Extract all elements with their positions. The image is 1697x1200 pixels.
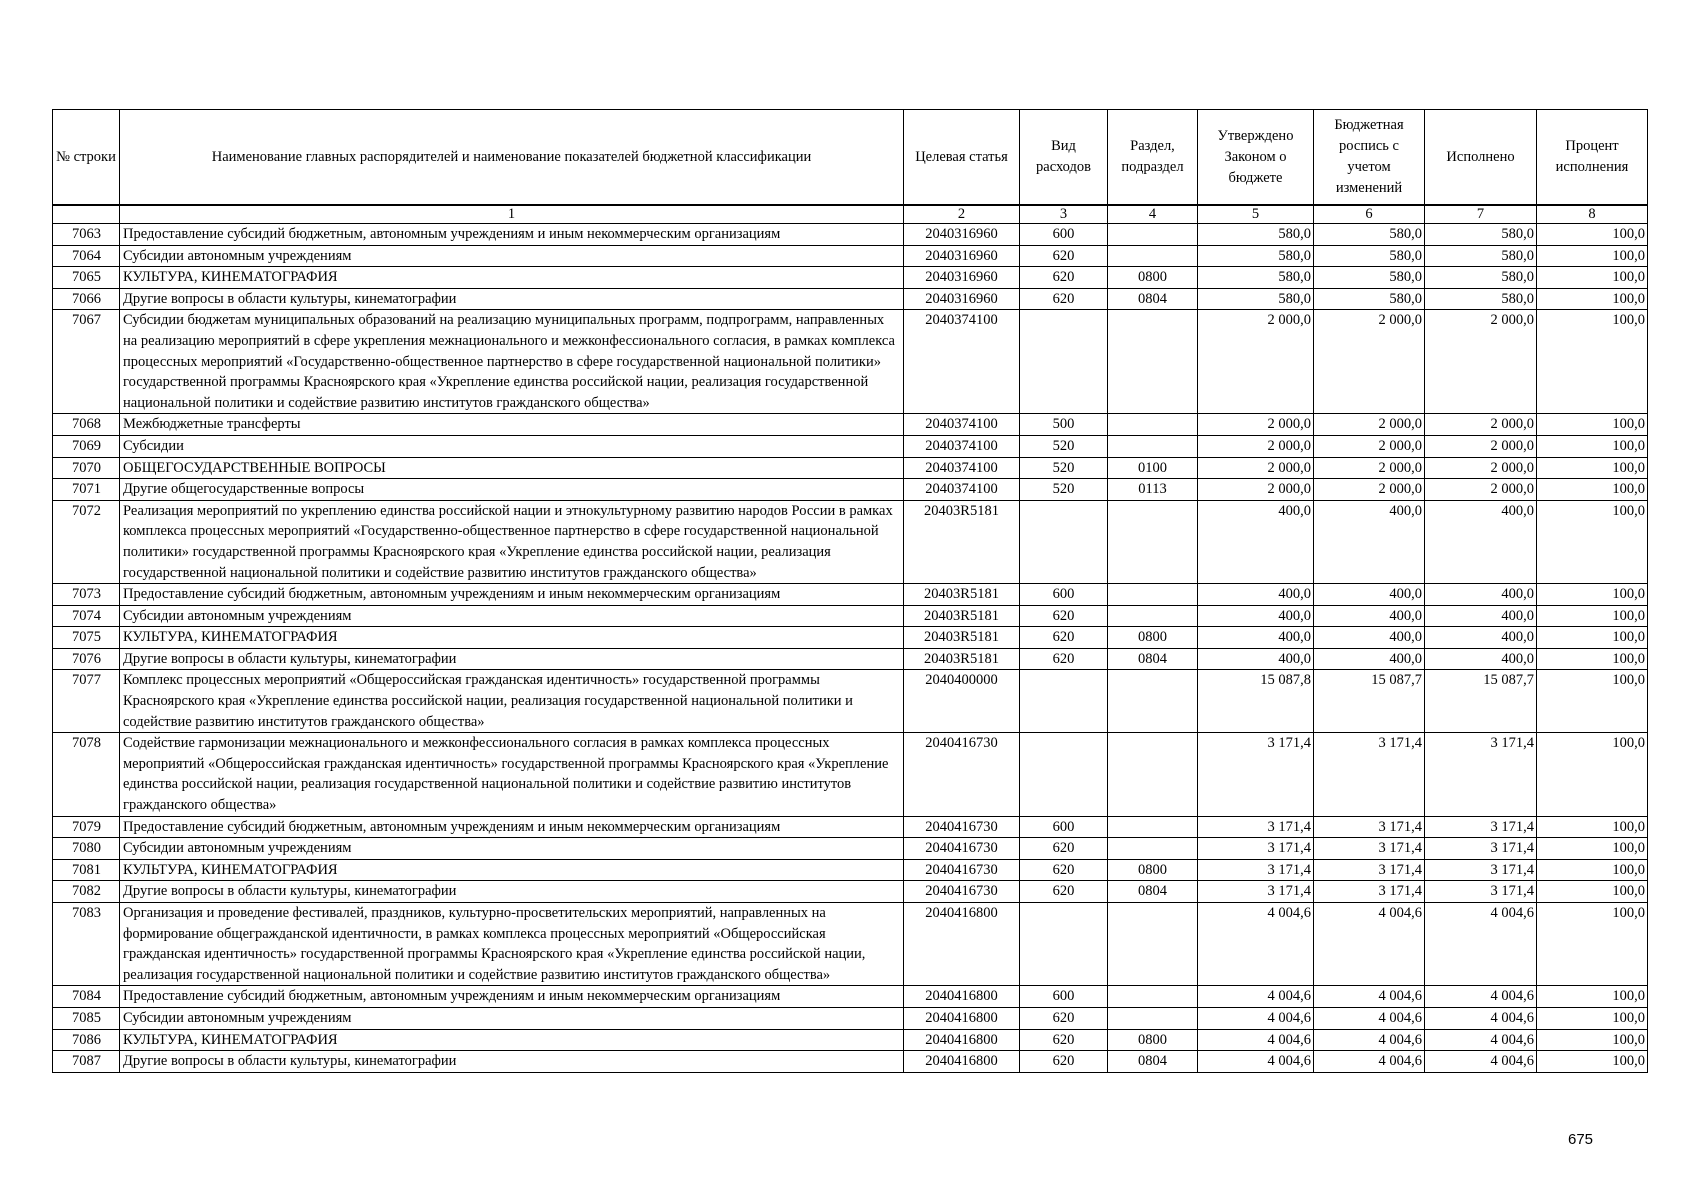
budget-list-amount-cell: 400,0 bbox=[1314, 584, 1425, 606]
section-cell: 0804 bbox=[1108, 881, 1198, 903]
approved-amount-cell: 3 171,4 bbox=[1198, 881, 1314, 903]
section-cell: 0800 bbox=[1108, 859, 1198, 881]
row-number-cell: 7068 bbox=[53, 414, 120, 436]
executed-amount-cell: 400,0 bbox=[1425, 500, 1537, 583]
budget-list-amount-cell: 580,0 bbox=[1314, 267, 1425, 289]
row-name-cell: Предоставление субсидий бюджетным, автономным учреждениям и иным некоммерческим организациям bbox=[120, 224, 904, 246]
table-row bbox=[53, 245, 1648, 267]
expense-type-cell bbox=[1020, 733, 1108, 816]
table-row bbox=[53, 816, 1648, 838]
target-article-cell: 2040374100 bbox=[904, 479, 1020, 501]
budget-list-amount-cell: 2 000,0 bbox=[1314, 414, 1425, 436]
table-header bbox=[53, 110, 1648, 224]
row-number-cell: 7071 bbox=[53, 479, 120, 501]
row-number-cell: 7081 bbox=[53, 859, 120, 881]
row-number-cell: 7075 bbox=[53, 627, 120, 649]
section-cell bbox=[1108, 986, 1198, 1008]
section-cell bbox=[1108, 310, 1198, 414]
row-name-cell: КУЛЬТУРА, КИНЕМАТОГРАФИЯ bbox=[120, 859, 904, 881]
section-cell bbox=[1108, 903, 1198, 986]
column-number: 1 bbox=[120, 205, 904, 224]
expense-type-cell: 500 bbox=[1020, 414, 1108, 436]
column-number: 3 bbox=[1020, 205, 1108, 224]
expense-type-cell: 620 bbox=[1020, 859, 1108, 881]
percent-cell: 100,0 bbox=[1537, 245, 1648, 267]
expense-type-cell: 620 bbox=[1020, 1007, 1108, 1029]
approved-amount-cell: 2 000,0 bbox=[1198, 457, 1314, 479]
row-name-cell: Другие вопросы в области культуры, кинематографии bbox=[120, 881, 904, 903]
row-name-cell: Другие общегосударственные вопросы bbox=[120, 479, 904, 501]
approved-amount-cell: 15 087,8 bbox=[1198, 670, 1314, 733]
row-name-cell: Предоставление субсидий бюджетным, автономным учреждениям и иным некоммерческим организациям bbox=[120, 986, 904, 1008]
section-cell: 0113 bbox=[1108, 479, 1198, 501]
row-number-cell: 7074 bbox=[53, 605, 120, 627]
row-number-cell: 7067 bbox=[53, 310, 120, 414]
header-percent: Процент исполнения bbox=[1537, 110, 1648, 206]
target-article-cell: 2040374100 bbox=[904, 435, 1020, 457]
target-article-cell: 20403R5181 bbox=[904, 648, 1020, 670]
row-number-cell: 7080 bbox=[53, 838, 120, 860]
row-name-cell: Другие вопросы в области культуры, кинематографии bbox=[120, 1051, 904, 1073]
target-article-cell: 20403R5181 bbox=[904, 500, 1020, 583]
target-article-cell: 2040416800 bbox=[904, 1051, 1020, 1073]
table-row bbox=[53, 605, 1648, 627]
budget-list-amount-cell: 3 171,4 bbox=[1314, 733, 1425, 816]
table-row bbox=[53, 859, 1648, 881]
executed-amount-cell: 3 171,4 bbox=[1425, 816, 1537, 838]
target-article-cell: 2040416800 bbox=[904, 986, 1020, 1008]
percent-cell: 100,0 bbox=[1537, 986, 1648, 1008]
executed-amount-cell: 2 000,0 bbox=[1425, 414, 1537, 436]
approved-amount-cell: 580,0 bbox=[1198, 224, 1314, 246]
approved-amount-cell: 3 171,4 bbox=[1198, 816, 1314, 838]
target-article-cell: 2040416730 bbox=[904, 733, 1020, 816]
row-name-cell: Субсидии автономным учреждениям bbox=[120, 245, 904, 267]
approved-amount-cell: 4 004,6 bbox=[1198, 903, 1314, 986]
percent-cell: 100,0 bbox=[1537, 605, 1648, 627]
executed-amount-cell: 2 000,0 bbox=[1425, 435, 1537, 457]
approved-amount-cell: 400,0 bbox=[1198, 605, 1314, 627]
section-cell bbox=[1108, 670, 1198, 733]
approved-amount-cell: 580,0 bbox=[1198, 288, 1314, 310]
expense-type-cell: 600 bbox=[1020, 986, 1108, 1008]
target-article-cell: 2040374100 bbox=[904, 457, 1020, 479]
approved-amount-cell: 2 000,0 bbox=[1198, 310, 1314, 414]
section-cell: 0100 bbox=[1108, 457, 1198, 479]
percent-cell: 100,0 bbox=[1537, 310, 1648, 414]
row-name-cell: Другие вопросы в области культуры, кинематографии bbox=[120, 648, 904, 670]
executed-amount-cell: 4 004,6 bbox=[1425, 986, 1537, 1008]
row-number-cell: 7082 bbox=[53, 881, 120, 903]
executed-amount-cell: 400,0 bbox=[1425, 627, 1537, 649]
row-number-cell: 7073 bbox=[53, 584, 120, 606]
column-number: 4 bbox=[1108, 205, 1198, 224]
approved-amount-cell: 3 171,4 bbox=[1198, 838, 1314, 860]
header-approved: Утверждено Законом о бюджете bbox=[1198, 110, 1314, 206]
expense-type-cell: 620 bbox=[1020, 838, 1108, 860]
target-article-cell: 2040374100 bbox=[904, 310, 1020, 414]
target-article-cell: 2040316960 bbox=[904, 267, 1020, 289]
executed-amount-cell: 580,0 bbox=[1425, 267, 1537, 289]
executed-amount-cell: 580,0 bbox=[1425, 245, 1537, 267]
budget-list-amount-cell: 580,0 bbox=[1314, 245, 1425, 267]
budget-list-amount-cell: 2 000,0 bbox=[1314, 435, 1425, 457]
expense-type-cell: 520 bbox=[1020, 457, 1108, 479]
expense-type-cell: 520 bbox=[1020, 479, 1108, 501]
budget-list-amount-cell: 580,0 bbox=[1314, 224, 1425, 246]
target-article-cell: 2040416730 bbox=[904, 859, 1020, 881]
header-target: Целевая статья bbox=[904, 110, 1020, 206]
table-row bbox=[53, 670, 1648, 733]
section-cell bbox=[1108, 245, 1198, 267]
header-row bbox=[53, 110, 1648, 206]
section-cell bbox=[1108, 435, 1198, 457]
column-number-row bbox=[53, 205, 1648, 224]
table-row bbox=[53, 1029, 1648, 1051]
section-cell bbox=[1108, 414, 1198, 436]
page-number: 675 bbox=[1568, 1131, 1594, 1148]
percent-cell: 100,0 bbox=[1537, 414, 1648, 436]
budget-list-amount-cell: 4 004,6 bbox=[1314, 1007, 1425, 1029]
section-cell bbox=[1108, 584, 1198, 606]
expense-type-cell: 600 bbox=[1020, 816, 1108, 838]
approved-amount-cell: 400,0 bbox=[1198, 648, 1314, 670]
percent-cell: 100,0 bbox=[1537, 1051, 1648, 1073]
section-cell bbox=[1108, 224, 1198, 246]
row-number-cell: 7084 bbox=[53, 986, 120, 1008]
percent-cell: 100,0 bbox=[1537, 903, 1648, 986]
column-number: 7 bbox=[1425, 205, 1537, 224]
section-cell: 0800 bbox=[1108, 1029, 1198, 1051]
target-article-cell: 2040316960 bbox=[904, 288, 1020, 310]
row-name-cell: Субсидии bbox=[120, 435, 904, 457]
row-number-cell: 7087 bbox=[53, 1051, 120, 1073]
expense-type-cell: 600 bbox=[1020, 224, 1108, 246]
section-cell bbox=[1108, 838, 1198, 860]
row-number-cell: 7077 bbox=[53, 670, 120, 733]
budget-list-amount-cell: 2 000,0 bbox=[1314, 457, 1425, 479]
budget-list-amount-cell: 2 000,0 bbox=[1314, 479, 1425, 501]
target-article-cell: 2040416800 bbox=[904, 903, 1020, 986]
percent-cell: 100,0 bbox=[1537, 1007, 1648, 1029]
expense-type-cell: 620 bbox=[1020, 627, 1108, 649]
table-row bbox=[53, 986, 1648, 1008]
percent-cell: 100,0 bbox=[1537, 288, 1648, 310]
budget-list-amount-cell: 4 004,6 bbox=[1314, 986, 1425, 1008]
table-row bbox=[53, 648, 1648, 670]
header-row-no: № строки bbox=[53, 110, 120, 206]
row-number-cell: 7063 bbox=[53, 224, 120, 246]
table-row bbox=[53, 1007, 1648, 1029]
expense-type-cell: 520 bbox=[1020, 435, 1108, 457]
row-number-cell: 7066 bbox=[53, 288, 120, 310]
row-number-cell: 7069 bbox=[53, 435, 120, 457]
executed-amount-cell: 2 000,0 bbox=[1425, 310, 1537, 414]
executed-amount-cell: 4 004,6 bbox=[1425, 1051, 1537, 1073]
expense-type-cell bbox=[1020, 310, 1108, 414]
row-name-cell: ОБЩЕГОСУДАРСТВЕННЫЕ ВОПРОСЫ bbox=[120, 457, 904, 479]
header-expense-type: Вид расходов bbox=[1020, 110, 1108, 206]
table-row bbox=[53, 627, 1648, 649]
approved-amount-cell: 400,0 bbox=[1198, 627, 1314, 649]
expense-type-cell: 620 bbox=[1020, 648, 1108, 670]
executed-amount-cell: 15 087,7 bbox=[1425, 670, 1537, 733]
target-article-cell: 20403R5181 bbox=[904, 627, 1020, 649]
table-row bbox=[53, 1051, 1648, 1073]
expense-type-cell: 600 bbox=[1020, 584, 1108, 606]
executed-amount-cell: 3 171,4 bbox=[1425, 733, 1537, 816]
row-name-cell: Субсидии автономным учреждениям bbox=[120, 1007, 904, 1029]
row-name-cell: КУЛЬТУРА, КИНЕМАТОГРАФИЯ bbox=[120, 627, 904, 649]
expense-type-cell bbox=[1020, 903, 1108, 986]
header-section: Раздел, подраздел bbox=[1108, 110, 1198, 206]
row-name-cell: Реализация мероприятий по укреплению единства российской нации и этнокультурному развитию народов России в рамках комплекса процессных мероприятий «Государственно-общественное партнерство в сфере государственной национальной политики» государственной программы Красноярского края «Укрепление единства российской нации, реализация государственной национальной политики и содействие развитию институтов гражданского общества» bbox=[120, 500, 904, 583]
target-article-cell: 2040400000 bbox=[904, 670, 1020, 733]
executed-amount-cell: 580,0 bbox=[1425, 288, 1537, 310]
section-cell: 0800 bbox=[1108, 267, 1198, 289]
target-article-cell: 2040374100 bbox=[904, 414, 1020, 436]
budget-list-amount-cell: 4 004,6 bbox=[1314, 1051, 1425, 1073]
executed-amount-cell: 580,0 bbox=[1425, 224, 1537, 246]
budget-list-amount-cell: 400,0 bbox=[1314, 605, 1425, 627]
percent-cell: 100,0 bbox=[1537, 224, 1648, 246]
budget-list-amount-cell: 400,0 bbox=[1314, 500, 1425, 583]
column-number-blank bbox=[53, 205, 120, 224]
percent-cell: 100,0 bbox=[1537, 816, 1648, 838]
percent-cell: 100,0 bbox=[1537, 670, 1648, 733]
executed-amount-cell: 400,0 bbox=[1425, 584, 1537, 606]
target-article-cell: 20403R5181 bbox=[904, 605, 1020, 627]
executed-amount-cell: 2 000,0 bbox=[1425, 479, 1537, 501]
approved-amount-cell: 4 004,6 bbox=[1198, 986, 1314, 1008]
percent-cell: 100,0 bbox=[1537, 435, 1648, 457]
expense-type-cell: 620 bbox=[1020, 1029, 1108, 1051]
budget-list-amount-cell: 3 171,4 bbox=[1314, 859, 1425, 881]
section-cell: 0804 bbox=[1108, 1051, 1198, 1073]
percent-cell: 100,0 bbox=[1537, 267, 1648, 289]
table-row bbox=[53, 903, 1648, 986]
section-cell bbox=[1108, 733, 1198, 816]
section-cell bbox=[1108, 500, 1198, 583]
row-name-cell: Комплекс процессных мероприятий «Общероссийская гражданская идентичность» государственной программы Красноярского края «Укрепление единства российской нации, реализация государственной национальной политики и содействие развитию институтов гражданского общества» bbox=[120, 670, 904, 733]
approved-amount-cell: 2 000,0 bbox=[1198, 414, 1314, 436]
table-body bbox=[53, 224, 1648, 1073]
approved-amount-cell: 580,0 bbox=[1198, 267, 1314, 289]
header-name: Наименование главных распорядителей и наименование показателей бюджетной классификации bbox=[120, 110, 904, 206]
budget-list-amount-cell: 3 171,4 bbox=[1314, 816, 1425, 838]
target-article-cell: 2040316960 bbox=[904, 224, 1020, 246]
row-number-cell: 7085 bbox=[53, 1007, 120, 1029]
section-cell: 0804 bbox=[1108, 648, 1198, 670]
budget-list-amount-cell: 400,0 bbox=[1314, 648, 1425, 670]
row-number-cell: 7065 bbox=[53, 267, 120, 289]
approved-amount-cell: 4 004,6 bbox=[1198, 1051, 1314, 1073]
executed-amount-cell: 3 171,4 bbox=[1425, 881, 1537, 903]
percent-cell: 100,0 bbox=[1537, 584, 1648, 606]
row-number-cell: 7064 bbox=[53, 245, 120, 267]
approved-amount-cell: 2 000,0 bbox=[1198, 435, 1314, 457]
approved-amount-cell: 400,0 bbox=[1198, 584, 1314, 606]
table-row bbox=[53, 584, 1648, 606]
table-row bbox=[53, 733, 1648, 816]
budget-list-amount-cell: 580,0 bbox=[1314, 288, 1425, 310]
row-name-cell: Субсидии бюджетам муниципальных образований на реализацию муниципальных программ, подпрограмм, направленных на реализацию мероприятий в сфере укрепления межнационального и межконфессионального согласия, в рамках комплекса процессных мероприятий «Государственно-общественное партнерство в сфере государственной национальной политики» государственной программы Красноярского края «Укрепление единства российской нации, реализация государственной национальной политики и содействие развитию институтов гражданского общества» bbox=[120, 310, 904, 414]
table-row bbox=[53, 414, 1648, 436]
row-name-cell: Субсидии автономным учреждениям bbox=[120, 605, 904, 627]
table-row bbox=[53, 479, 1648, 501]
percent-cell: 100,0 bbox=[1537, 1029, 1648, 1051]
row-number-cell: 7086 bbox=[53, 1029, 120, 1051]
expense-type-cell: 620 bbox=[1020, 605, 1108, 627]
table-row bbox=[53, 881, 1648, 903]
section-cell bbox=[1108, 1007, 1198, 1029]
budget-list-amount-cell: 400,0 bbox=[1314, 627, 1425, 649]
expense-type-cell: 620 bbox=[1020, 245, 1108, 267]
expense-type-cell bbox=[1020, 670, 1108, 733]
percent-cell: 100,0 bbox=[1537, 479, 1648, 501]
row-number-cell: 7076 bbox=[53, 648, 120, 670]
percent-cell: 100,0 bbox=[1537, 500, 1648, 583]
row-name-cell: Межбюджетные трансферты bbox=[120, 414, 904, 436]
table-row bbox=[53, 500, 1648, 583]
percent-cell: 100,0 bbox=[1537, 838, 1648, 860]
table-row bbox=[53, 267, 1648, 289]
row-number-cell: 7072 bbox=[53, 500, 120, 583]
expense-type-cell bbox=[1020, 500, 1108, 583]
row-name-cell: Субсидии автономным учреждениям bbox=[120, 838, 904, 860]
budget-list-amount-cell: 4 004,6 bbox=[1314, 1029, 1425, 1051]
table-row bbox=[53, 838, 1648, 860]
section-cell: 0804 bbox=[1108, 288, 1198, 310]
row-name-cell: Предоставление субсидий бюджетным, автономным учреждениям и иным некоммерческим организациям bbox=[120, 584, 904, 606]
approved-amount-cell: 4 004,6 bbox=[1198, 1029, 1314, 1051]
expense-type-cell: 620 bbox=[1020, 288, 1108, 310]
row-name-cell: КУЛЬТУРА, КИНЕМАТОГРАФИЯ bbox=[120, 1029, 904, 1051]
target-article-cell: 2040416800 bbox=[904, 1007, 1020, 1029]
budget-list-amount-cell: 4 004,6 bbox=[1314, 903, 1425, 986]
percent-cell: 100,0 bbox=[1537, 859, 1648, 881]
target-article-cell: 2040416730 bbox=[904, 881, 1020, 903]
target-article-cell: 2040416730 bbox=[904, 838, 1020, 860]
executed-amount-cell: 4 004,6 bbox=[1425, 1029, 1537, 1051]
percent-cell: 100,0 bbox=[1537, 881, 1648, 903]
approved-amount-cell: 580,0 bbox=[1198, 245, 1314, 267]
row-name-cell: Организация и проведение фестивалей, праздников, культурно-просветительских мероприятий, направленных на формирование общегражданской идентичности, в рамках комплекса процессных мероприятий «Общероссийская гражданская идентичность» государственной программы Красноярского края «Укрепление единства российской нации, реализация государственной национальной политики и содействие развитию институтов гражданского общества» bbox=[120, 903, 904, 986]
row-name-cell: Предоставление субсидий бюджетным, автономным учреждениям и иным некоммерческим организациям bbox=[120, 816, 904, 838]
percent-cell: 100,0 bbox=[1537, 648, 1648, 670]
expense-type-cell: 620 bbox=[1020, 267, 1108, 289]
expense-type-cell: 620 bbox=[1020, 881, 1108, 903]
expense-type-cell: 620 bbox=[1020, 1051, 1108, 1073]
percent-cell: 100,0 bbox=[1537, 457, 1648, 479]
budget-list-amount-cell: 2 000,0 bbox=[1314, 310, 1425, 414]
target-article-cell: 2040416730 bbox=[904, 816, 1020, 838]
executed-amount-cell: 3 171,4 bbox=[1425, 838, 1537, 860]
budget-list-amount-cell: 15 087,7 bbox=[1314, 670, 1425, 733]
table-row bbox=[53, 288, 1648, 310]
executed-amount-cell: 2 000,0 bbox=[1425, 457, 1537, 479]
target-article-cell: 2040316960 bbox=[904, 245, 1020, 267]
budget-list-amount-cell: 3 171,4 bbox=[1314, 881, 1425, 903]
row-name-cell: Другие вопросы в области культуры, кинематографии bbox=[120, 288, 904, 310]
executed-amount-cell: 4 004,6 bbox=[1425, 1007, 1537, 1029]
approved-amount-cell: 3 171,4 bbox=[1198, 733, 1314, 816]
approved-amount-cell: 3 171,4 bbox=[1198, 859, 1314, 881]
target-article-cell: 2040416800 bbox=[904, 1029, 1020, 1051]
row-number-cell: 7079 bbox=[53, 816, 120, 838]
row-number-cell: 7083 bbox=[53, 903, 120, 986]
header-budget-list: Бюджетная роспись с учетом изменений bbox=[1314, 110, 1425, 206]
table-row bbox=[53, 435, 1648, 457]
approved-amount-cell: 4 004,6 bbox=[1198, 1007, 1314, 1029]
row-number-cell: 7078 bbox=[53, 733, 120, 816]
executed-amount-cell: 4 004,6 bbox=[1425, 903, 1537, 986]
target-article-cell: 20403R5181 bbox=[904, 584, 1020, 606]
column-number: 6 bbox=[1314, 205, 1425, 224]
section-cell: 0800 bbox=[1108, 627, 1198, 649]
column-number: 2 bbox=[904, 205, 1020, 224]
column-number: 8 bbox=[1537, 205, 1648, 224]
row-number-cell: 7070 bbox=[53, 457, 120, 479]
percent-cell: 100,0 bbox=[1537, 733, 1648, 816]
row-name-cell: КУЛЬТУРА, КИНЕМАТОГРАФИЯ bbox=[120, 267, 904, 289]
table-row bbox=[53, 224, 1648, 246]
executed-amount-cell: 3 171,4 bbox=[1425, 859, 1537, 881]
executed-amount-cell: 400,0 bbox=[1425, 648, 1537, 670]
approved-amount-cell: 2 000,0 bbox=[1198, 479, 1314, 501]
header-executed: Исполнено bbox=[1425, 110, 1537, 206]
approved-amount-cell: 400,0 bbox=[1198, 500, 1314, 583]
table-row bbox=[53, 310, 1648, 414]
executed-amount-cell: 400,0 bbox=[1425, 605, 1537, 627]
section-cell bbox=[1108, 816, 1198, 838]
section-cell bbox=[1108, 605, 1198, 627]
table-row bbox=[53, 457, 1648, 479]
budget-execution-table bbox=[52, 109, 1648, 1073]
percent-cell: 100,0 bbox=[1537, 627, 1648, 649]
budget-list-amount-cell: 3 171,4 bbox=[1314, 838, 1425, 860]
row-name-cell: Содействие гармонизации межнационального и межконфессионального согласия в рамках комплекса процессных мероприятий «Общероссийская гражданская идентичность» государственной программы Красноярского края «Укрепление единства российской нации, реализация государственной национальной политики и содействие развитию институтов гражданского общества» bbox=[120, 733, 904, 816]
column-number: 5 bbox=[1198, 205, 1314, 224]
